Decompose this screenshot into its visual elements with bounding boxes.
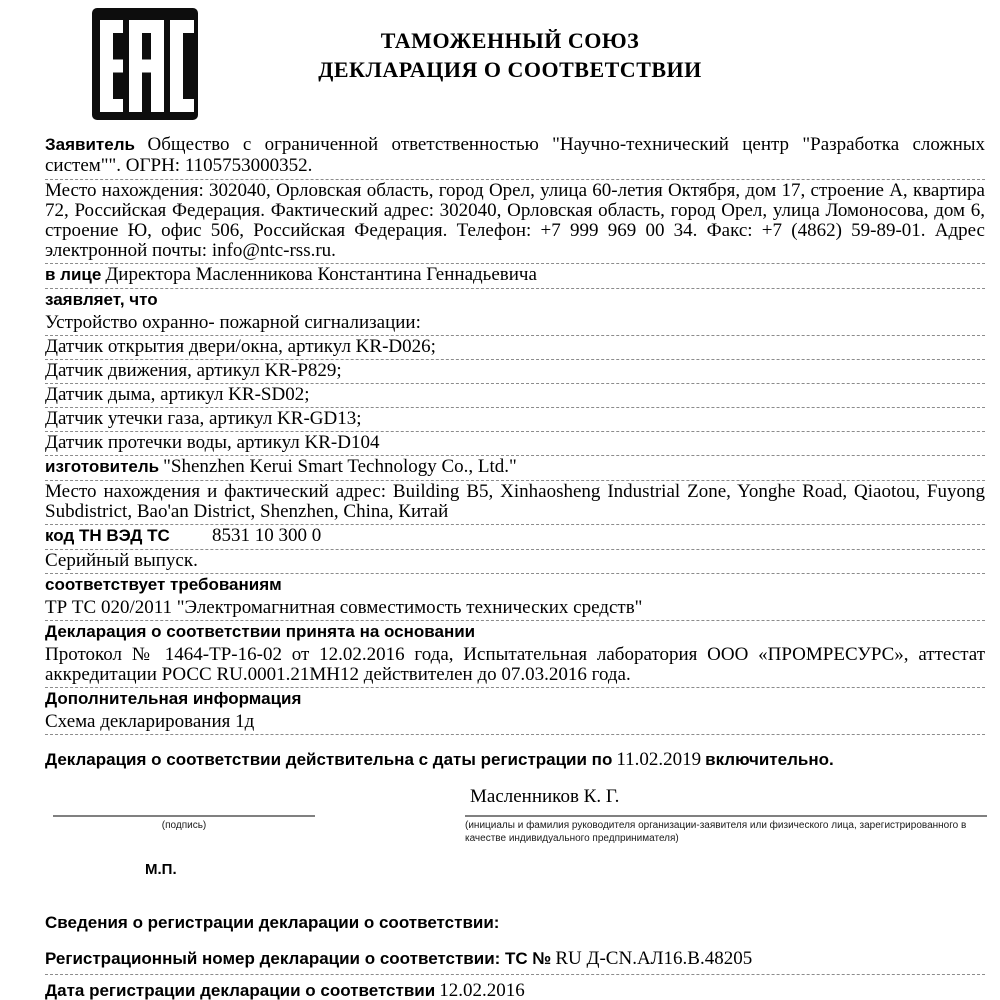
eac-logo-icon — [92, 8, 198, 120]
manufacturer-address-row: Место нахождения и фактический адрес: Building B5, Xinhaosheng Industrial Zone, Yonghe Road, Qiaotou, Fuyong Subdistrict, Bao'an District, Shenzhen, China, Китай — [45, 481, 985, 525]
document-title — [210, 26, 810, 84]
signatory-name-line — [465, 815, 987, 817]
applicant-label: Заявитель — [45, 135, 135, 154]
declares-label: заявляет, что — [45, 290, 158, 309]
signatory-name-caption: (инициалы и фамилия руководителя организации-заявителя или физического лица, зарегистрированного в качестве индивидуального предпринимателя) — [465, 820, 967, 844]
applicant-text: Общество с ограниченной ответственностью "Научно-технический центр "Разработка сложных систем"". ОГРН: 1105753000352. — [45, 134, 985, 176]
registration-number-value: RU Д-CN.АЛ16.В.48205 — [555, 948, 753, 969]
product-item-3: Датчик дыма, артикул KR-SD02; — [45, 384, 985, 408]
additional-text-row: Схема декларирования 1д — [45, 711, 985, 735]
title-line-1: ТАМОЖЕННЫЙ СОЮЗ — [380, 28, 640, 53]
registration-number-row — [45, 949, 985, 975]
basis-text-row: Протокол № 1464-ТР-16-02 от 12.02.2016 года, Испытательная лаборатория ООО «ПРОМРЕСУРС», аттестат аккредитации РОСС RU.0001.21МН12 действителен до 07.03.2016 года. — [45, 644, 985, 688]
declaration-body — [45, 134, 985, 1000]
regulation-row: ТР ТС 020/2011 "Электромагнитная совместимость технических средств" — [45, 597, 985, 621]
validity-prefix: Декларация о соответствии действительна с даты регистрации по — [45, 750, 613, 769]
additional-label: Дополнительная информация — [45, 689, 302, 708]
registration-date-label: Дата регистрации декларации о соответствии — [45, 981, 436, 1000]
registration-date-row — [45, 981, 985, 1000]
product-item-4: Датчик утечки газа, артикул KR-GD13; — [45, 408, 985, 432]
manufacturer-row — [45, 456, 985, 481]
signatory-name: Масленников К. Г. — [470, 786, 620, 807]
signature-caption: (подпись) — [161, 820, 207, 831]
tnved-row — [45, 525, 985, 550]
stamp-place-label: М.П. — [145, 861, 177, 878]
title-line-2: ДЕКЛАРАЦИЯ О СООТВЕТСТВИИ — [318, 57, 702, 82]
in-person-row — [45, 264, 985, 289]
product-intro-row: Устройство охранно- пожарной сигнализации: — [45, 312, 985, 336]
registration-number-label: Регистрационный номер декларации о соответствии: ТС № — [45, 949, 552, 968]
tnved-code: 8531 10 300 0 — [212, 525, 322, 546]
applicant-address-row: Место нахождения: 302040, Орловская область, город Орел, улица 60-летия Октября, дом 17, строение А, квартира 72, Российская Федерация. Фактический адрес: 302040, Орловская область, город Орел, улица Ломоносова, дом 6, строение Ю, офис 506, Российская Федерация. Телефон: +7 999 969 00 34. Факс: +7 (4862) 59-89-01. Адрес электронной почты: info@ntc-rss.ru. — [45, 180, 985, 264]
tnved-label: код ТН ВЭД ТС — [45, 526, 170, 545]
signature-line — [53, 815, 315, 817]
validity-suffix: включительно. — [705, 750, 834, 769]
manufacturer-name: "Shenzhen Kerui Smart Technology Co., Ltd." — [163, 456, 517, 477]
serial-row: Серийный выпуск. — [45, 550, 985, 574]
in-person-label: в лице — [45, 265, 102, 284]
manufacturer-label: изготовитель — [45, 457, 160, 476]
conforms-label: соответствует требованиям — [45, 575, 282, 594]
validity-row — [45, 749, 985, 773]
in-person-text: Директора Масленникова Константина Геннадьевича — [105, 264, 537, 285]
basis-label: Декларация о соответствии принята на основании — [45, 622, 476, 641]
product-item-2: Датчик движения, артикул KR-P829; — [45, 360, 985, 384]
product-item-5: Датчик протечки воды, артикул KR-D104 — [45, 432, 985, 456]
product-item-1: Датчик открытия двери/окна, артикул KR-D026; — [45, 336, 985, 360]
applicant-row — [45, 134, 985, 180]
registration-heading: Сведения о регистрации декларации о соответствии: — [45, 913, 500, 932]
registration-date-value: 12.02.2016 — [439, 980, 525, 1000]
validity-date: 11.02.2019 — [616, 749, 702, 770]
signature-block — [45, 785, 985, 903]
